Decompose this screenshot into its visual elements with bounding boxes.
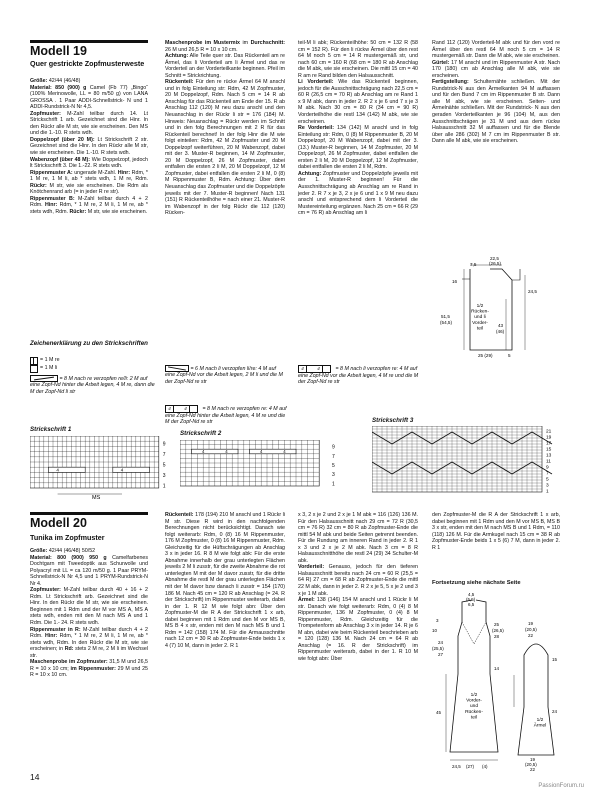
svg-text:4: 4 [225,449,228,454]
chart2-rowlabels [330,440,344,490]
model20-subtitle: Tunika im Zopfmuster [30,533,105,542]
chart1-grid [30,436,166,494]
legend-cable6 [165,365,287,385]
chart2-row-label: 9 [332,444,335,451]
schem19-body-h2: (54,5) [440,320,453,325]
chart1-ms-label: MS [92,495,101,501]
model19-schematic [440,255,558,360]
chart3-row-label: 15 [546,447,552,453]
chart3-row-label: 17 [546,441,552,447]
continued-note: Fortsetzung siehe nächste Seite [432,580,521,586]
model19-col3: teil-M li abk; Rückenteilhöhe: 50 cm = 132 R (58 cm = 152 R). Für den li rückw Ärmel über den rest 64 M noch 5 cm = 14 R mustergemäß str, und nach 60 cm = 160 R (68 cm = 180 R ab Anschlag die M abk, wie sie erscheinen. Die mittl 15 cm = 40 R am re Rand bilden den Halsausschnitt. Li Vorderteil: Wie das Rückenteil beginnen, jedoch für die Ausschnittschrägung nach 22,5 cm = 60 R (26,5 cm = 70 R) ab Anschlag am re Rand 1 x 9 M abk, dann in jeder 2. R 2 x je 6 und 7 x je 3 M abk. Nach 30 cm = 80 R (34 cm = 90 R) Vorderteilhöhe die restl 134 (142) M abk, wie sie erscheinen. Re Vorderteil: 134 (142) M anschl und in folg Einteilung str: Rdm, 0 (8) M Rippenmuster B, 20 M Doppelzopf, 20 M Wabenzopf, dabei mit der 3. (13.) Muster-R beginnen, 14 M Zopfmuster, 20 M Doppelzopf, 26 M Zopfmuster, dabei entfallen die ersten 2 li M, 20 M Doppelzopf, 12 M Zopfmuster, dabei entfallen die ersten 2 li M, Rdm. Achtung: Zopfmuster und Doppelzöpfe jeweils mit der 1. Muster-R beginnen! Für die Ausschnittschrägung ab Anschlag am re Rand in jeder 2. R 7 x je 3, 2 x je 6 und 1 x 9 M neu dazu anschl und entsprechend dem li Vorderteil die Mustereinteilung ergänzen. Nach 25 cm = 66 R (29 cm = 76 R) ab Anschlag am li [298,40,419,217]
svg-text:4: 4 [283,449,286,454]
ss-label: 1/2 Ärmel [533,718,547,729]
legend-li-text: = 1 M li [40,365,58,371]
schem19-bottom: 25 (29) [478,353,493,358]
knit-symbol [30,357,38,365]
cable8c-symbol: 4 4 [298,365,331,373]
sf-t1: 4,5 [468,592,475,597]
chart3-title: Strickschrift 3 [372,417,414,424]
ss-b1: 19 [530,757,536,762]
purl-symbol [30,365,38,373]
schem19-inner-h: 43 [498,323,504,328]
cable8a-text: = 8 M nach re verzopfen re/li: 2 M auf eine Zopf-Nd hinter die Arbeit legen, 4 M re, dann die M der Zopf-Nd li str [30,375,155,395]
chart2-row-label: 3 [332,472,335,479]
sf-h1: 24 [438,640,444,645]
chart2-row-label: 7 [332,453,335,460]
model19-col1: Größe: 42/44 (46/48) Material: 850 (900) g Camel (Fb 77) „Bingo“ (100% Merinowolle, LL = 80 m/50 g) von LANA GROSSA . 1 Paar ADDI-Schnellstrick- N und 1 ADDI-Rundstrick-N Nr 4,5. Zopfmuster: M-Zahl teilbar durch 14. Lt Strickschrift 1 arb. Gezeichnet sind die Hinr. In den Rückr alle M str, wie sie erscheinen. Den MS und die 1.-10. R stets wdh. Doppelzopf (über 20 M): Lt Strickschrift 2 str. Gezeichnet sind die Hinr. In den Rückr alle M str, wie sie erscheinen. Die 1.-10. R stets wdh. Wabenzopf (über 48 M): Wie Doppelzopf, jedoch lt Strickschrift 3. Die 1.-22. R stets wdh. Rippenmuster A: ungerade M-Zahl. Hinr: Rdm, * 1 M re, 1 M li, ab * stets wdh, 1 M re, Rdm. Rückr: M str, wie sie erscheinen. Die Rdm als Knötchenrand arb (= in jeder R re str). Rippenmuster B: M-Zahl teilbar durch 4 + 2 Rdm. Hinr: Rdm, * 1 M re, 2 M li, 1 M re, ab * stets wdh, Rdm. Rückr: M str, wie sie erscheinen. [30,78,148,215]
chart3-row-label: 9 [546,465,549,471]
cable6-text: = 6 M nach li verzopfen li/re: 4 M auf eine Zopf-Nd vor die Arbeit legen, 2 M li und die M der Zopf-Nd re str [165,365,283,385]
chart3-row-label: 11 [546,459,551,465]
sf-bot3: (4) [482,764,488,769]
chart3-row-label: 7 [546,471,549,477]
chart3-row-label: 5 [546,477,549,483]
sf-s2: 10 [432,628,438,633]
schem19-bottom-r: 5 [508,353,511,358]
sf-w4: 14 [494,666,500,671]
legend-re-text: = 1 M re [40,357,60,363]
schem19-inner-h2: (46) [496,329,505,334]
model19-col4: Rand 112 (120) Vorderteil-M abk und für den vord re Ärmel über den restl 64 M noch 5 cm = 14 R mustergemäß str. Dann die M abk, wie sie erscheinen. Gürtel: 17 M anschl und im Rippenmuster A str. Nach 170 (180) cm ab Anschlag alle M abk, wie sie erscheinen. Fertigstellung: Schulternähte schließen. Mit der Rundstrick-N aus den Ärmelkanten 94 M auffassen und für den Bund 7 cm im Rippenmuster B str. Dann alle M abk, wie sie erscheinen. Seiten- und Ärmelnähte schließen. Mit der Rundstrick- N aus den geraden Vorderteilkanten je 96 (104) M, aus den Ausschnittschrägen je 31 M und aus dem rückw Halsausschnitt 32 M auffassen und für die Blende über alle 286 (302) M 7 cm im Rippenmuster B str. Dann alle M abk, wie sie erscheinen. [432,40,560,145]
schem19-left-h: 16 [452,279,458,284]
model19-rule [30,40,148,43]
model19-title: Modell 19 [30,44,87,58]
chart3-row-label: 19 [546,435,552,441]
legend-title: Zeichenerklärung zu den Strickschriften [30,340,148,347]
model20-schematic-front [432,592,512,772]
chart1-row-label: 5 [162,462,166,469]
sf-t3: 6,5 [468,602,475,607]
model20-col1: Größe: 42/44 (46/48) 50/52 Material: 800 (900) 950 g Camelfarbenes Dochtgarn mit Tweedoptik aus Schurwolle und Polyacryl mit LL = ca 120 m/50 g. 1 Paar PRYM-Schnellstrick-N Nr 4,5 und 1 PRYM-Rundstrick-N Nr 4. Zopfmuster: M-Zahl teilbar durch 40 + 16 + 2 Rdm. Lt Strickschrift arb. Gezeichnet sind die Hinr. In den Rückr die M str, wie sie erscheinen. Beginnen mit 1 Rdm und der M vor MS A, MS A stets wdh, enden mit den M nach MS A und 1 Rdm. Die 1.- 24. R stets wdh. Rippenmuster in R: M-Zahl teilbar durch 4 + 2 Rdm. Hinr: Rdm, * 1 M re, 2 M li, 1 M re, ab * stets wdh, Rdm. In den Rückr die M str, wie sie erscheinen; in Rd: stets 2 M re, 2 M li im Wechsel str. Maschenprobe im Zopfmuster: 31,5 M und 26,5 R = 10 x 10 cm; im Rippenmuster: 29 M und 25 R = 10 x 10 cm. [30,548,149,679]
cable8b-text: = 8 M nach re verzopfen re: 4 M auf eine Zopf-Nd hinter die Arbeit legen, 4 M re und die M der Zopf-Nd re str [165,406,287,426]
sf-h3: 27 [438,652,444,657]
chart1-row-label: 3 [162,472,166,479]
model19-col2: Maschenprobe im Mustermix im Durchschnitt: 26 M und 26,5 R = 10 x 10 cm. Achtung: Alle Teile quer str. Das Rückenteil am re Ärmel, das li Vorderteil am li Ärmel und das re Vorderteil an der Vorderteilkante beginnen. Pfeil im Schnitt = Strickrichtung. Rückenteil: Für den re rücke Ärmel 64 M anschl und in folg Einteilung str: Rdm, 42 M Zopfmuster, 20 M Doppelzopf, Rdm. Nach 5 cm = 14 R ab Anschlag für das Rückenteil am Ende der 15. R ab Anschlag 112 (120) M neu dazu anschl und den Neuanschlag in der Rückr li str = 176 (184) M. Hinweis: Neuanschlag = Rückr werden im Schnitt und in den folg Berechnungen mit 2 R für das Rückenteil berechnet! In der folg Hinr die M wie folgt einteilen: Rdm, 42 M Zopfmuster und 20 M Doppelzopf weiterführen, 20 M Wabenzopf, dabei mit der 3. Muster-R beginnen, 14 M Zopfmuster, 20 M Doppelzopf, 26 M Zopfmuster, dabei entfallen die ersten 2 li M, 20 M Doppelzopf, 12 M Zopfmuster, dabei entfallen die ersten 2 li M, 0 (8) M Rippenmuster B, Rdm. Achtung: Über dem Neuanschlag das Zopfmuster und die Doppelzöpfe jeweils mit der 7. Muster-R beginnen! Nach 131 (151) R Rückenteilhöhe = nach einer 21. Muster-R im Wabenzopf in der folg Rückr die 112 (120) Rücken- [165,40,285,217]
chart1 [30,436,170,502]
schem19-shoulder: 7,5 [470,262,477,267]
ss-b2: (20,5) [525,762,537,767]
ss-h1: 15 [552,657,558,662]
sf-w1: 25 [494,622,500,627]
sf-bot1: 24,5 [452,764,461,769]
cable8c-text: = 8 M nach li verzopfen re: 4 M auf eine Zopf-Nd vor die Arbeit legen, 4 M re und die M der Zopf-Nd re str [298,366,419,386]
chart2-row-label: 5 [332,463,335,469]
schem19-label: 1/2 Rücken-und li Vorder-teil [471,304,489,332]
cable6-symbol [165,365,189,372]
chart1-title: Strickschrift 1 [30,426,72,433]
model20-rule [30,512,148,515]
svg-text:4: 4 [260,449,263,454]
sf-side: 45 [436,710,442,715]
chart3 [372,426,564,494]
sf-s1: 3 [436,618,439,623]
legend-cable8c [298,365,422,386]
sf-w3: 28 [494,634,500,639]
schem19-body-h: 51,5 [441,314,450,319]
chart3-row-label: 1 [546,489,549,494]
sf-w2: (26,5) [492,628,504,633]
page-number: 14 [30,772,40,782]
model19-subtitle: Quer gestrickte Zopfmusterweste [30,59,145,68]
legend-cable8b [165,405,287,426]
ss-t2: (20,5) [525,627,537,632]
cable8a-symbol [30,375,58,382]
svg-text:4: 4 [56,467,59,473]
chart2-grid [180,440,319,486]
chart3-grid [372,426,552,494]
model20-col2: Rückenteil: 178 (194) 210 M anschl und 1 Rückr li M str. Diese R wird in den nachfolgenden Berechnungen nicht berücksichtigt. Danach wie folgt weiterarb: Rdm, 0 (8) 16 M Rippenmuster, 176 M Zopfmuster, 0 (8) 16 M Rippenmuster, Rdm. Gleichzeitig für die Hüftschrägungen ab Anschlag 3 x in jeder 16. R 8 M wie folgt abk: Für die erste Abnahme innerhalb der grau unterlegten Flächen jeweils 2 M li zusstr, für die zweite Abnahme die rot unterlegten M mit der M davor zusstr, für die dritte Abnahme die restl M der grau unterlegten Flächen mit der M davor bzw danach li zusstr = 154 (170) 186 M. Nach 45 cm = 120 R ab Anschlag (= 24. R der Strickschrift) im Rippenmuster weiterarb, dabei in der 1. R 12 M wie folgt abn: Über den Zopfmuster-M die R A der Strickschrift 1 x arb, dabei beginnen mit 1 Rdm und den M vor MS B, MS B 4 x str, enden mit den M nach MS B und 1 Rdm = 142 (158) 174 M. Für die Armausschnitte nach 12 cm = 30 R ab Zopfmuster-Ende beids 1 x 4 (7) 10 M, dann in jeder 2. R 1 [165,512,285,649]
model20-title: Modell 20 [30,516,87,530]
cable8b-symbol: 4 4 [165,405,198,413]
schem19-top2: (26,5) [489,261,502,266]
chart1-row-label: 7 [162,452,166,459]
chart1-row-label: 9 [162,441,166,448]
chart3-row-label: 21 [546,429,552,435]
chart2-row-label: 1 [332,481,335,488]
sf-t2: (5,5) [466,597,476,602]
sf-h2: (25,5) [432,646,444,651]
schem19-right-h: 24,5 [528,289,537,294]
legend-li [30,365,57,373]
chart2-title: Strickschrift 2 [180,430,222,437]
legend-re [30,357,60,365]
ss-h2: 24 [552,709,558,714]
chart1-row-label: 1 [162,483,166,490]
sf-bot2: (27) [466,764,475,769]
model20-col3: x 3, 2 x je 2 und 2 x je 1 M abk = 116 (126) 136 M. Für den Halsausschnitt nach 29 cm = 72 R (30,5 cm = 76 R) 32 cm = 80 R ab Zopfmuster-Ende die mittl 54 M abk und beide Seiten getrennt beenden. Für die Rundung am inneren Rand in jeder 2. R 1 x 3 und 2 x je 2 M abk. Nach 3 cm = 8 R Halsausschnitthöhe die restl 24 (29) 34 Schulter-M abk. Vorderteil: Genauso, jedoch für den tieferen Halsausschnitt bereits nach 24 cm = 60 R (25,5 = 64 R) 27 cm = 68 R ab Zopfmuster-Ende die mittl 22 M abk, dann in jeder 2. R 2 x je 5, 5 x je 2 und 3 x je 1 M abk. Ärmel: 138 (146) 154 M anschl und 1 Rückr li M str. Danach wie folgt weiterarb: Rdm, 0 (4) 8 M Rippenmuster, 136 M Zopfmuster, 0 (4) 8 M Rippenmuster, Rdm. Gleichzeitig für die Trompetenform ab Anschlag 3 x in jeder 14. R je 6 M abn, dabei wie beim Rückenteil beschrieben arb = 120 (128) 136 M. Nach 24 cm = 64 R ab Anschlag (= 16. R der Strickschrift) im Rippenmuster weiterarb, dabei in der 1. R 10 M wie folgt abn: Über [298,512,418,663]
sf-label: 1/2 Vorder-und Rücken-teil [465,693,483,721]
ss-t3: 22 [528,633,534,638]
chart3-row-label: 3 [546,483,549,489]
model20-col4: den Zopfmuster-M die R A der Strickschrift 1 x arb, dabei beginnen mit 1 Rdm und den M vor MS B, MS B 3 x str, enden mit den M nach MS B und 1 Rdm, = 110 (118) 126 M. Für die Armkugel nach 15 cm = 38 R ab Zopfmuster-Ende beids 1 x 5 (6) 7 M, dann in jeder 2. R 1 [432,512,560,551]
site-credit: PassionForum.ru [538,783,584,789]
chart2 [180,440,330,488]
ss-b3: 22 [530,767,536,772]
svg-text:4: 4 [120,467,124,473]
schem19-top: 22,5 [490,256,499,261]
svg-text:4: 4 [202,449,205,454]
chart3-row-label: 13 [546,453,552,459]
legend-cable8a [30,375,158,395]
ss-t1: 19 [528,621,534,626]
model20-schematic-sleeve [508,605,564,773]
